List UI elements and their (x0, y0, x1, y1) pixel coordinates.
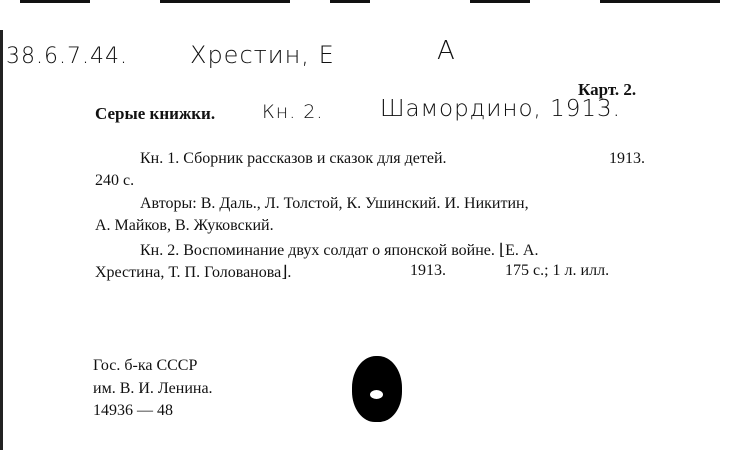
card-top-edge (0, 0, 750, 4)
volume-2-extent: 175 с.; 1 л. илл. (505, 262, 610, 279)
series-title: Серые книжки. (95, 104, 216, 123)
series-volume-handwritten: Кн. 2. (262, 101, 324, 123)
volume-1-year: 1913. (609, 150, 645, 167)
card-label: Карт. 2. (578, 80, 637, 99)
authors-line-2: А. Майков, В. Жуковский. (95, 217, 274, 234)
handwritten-letter: А (437, 36, 456, 66)
library-code: 14936 — 48 (93, 402, 173, 419)
author-handwritten: Хрестин, Е (190, 41, 335, 69)
punch-hole (352, 356, 402, 422)
place-year-handwritten: Шамордино, 1913. (380, 96, 621, 122)
card-left-edge (0, 30, 3, 450)
volume-1-pages: 240 с. (95, 172, 135, 189)
call-number: 38.6.7.44. (6, 44, 128, 69)
volume-1-line: Кн. 1. Сборник рассказов и сказок для детей. (140, 150, 447, 167)
volume-2-year: 1913. (410, 262, 446, 279)
volume-2-authors: Хрестина, Т. П. Голованова⌋. (95, 264, 292, 281)
authors-line: Авторы: В. Даль., Л. Толстой, К. Ушинский. И. Никитин, (140, 195, 529, 212)
library-named-after: им. В. И. Ленина. (93, 380, 213, 397)
library-name: Гос. б-ка СССР (93, 357, 198, 374)
volume-2-line: Кн. 2. Воспоминание двух солдат о японской войне. ⌊Е. А. (140, 242, 539, 259)
